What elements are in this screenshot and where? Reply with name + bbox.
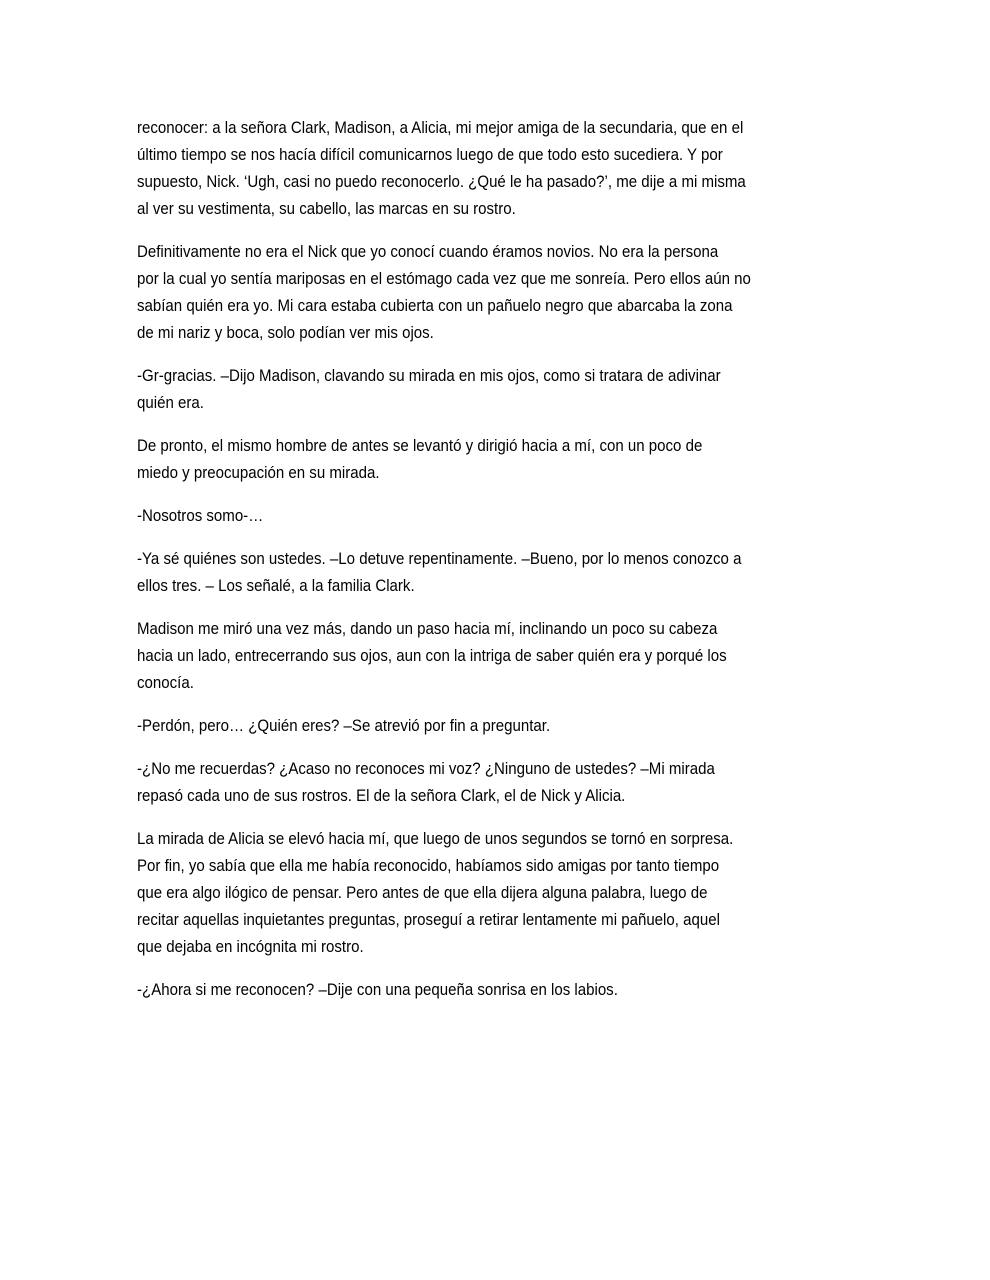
paragraph (137, 615, 857, 696)
paragraph (137, 502, 857, 529)
paragraph (137, 976, 857, 1003)
text-line: Definitivamente no era el Nick que yo conocí cuando éramos novios. No era la persona (137, 242, 719, 261)
paragraph (137, 362, 857, 416)
text-line: -¿Ahora si me reconocen? –Dije con una pequeña sonrisa en los labios. (137, 980, 618, 999)
text-line: conocía. (137, 673, 194, 692)
text-line: -Gr-gracias. –Dijo Madison, clavando su mirada en mis ojos, como si tratara de adivinar (137, 366, 721, 385)
text-line: -Perdón, pero… ¿Quién eres? –Se atrevió por fin a preguntar. (137, 716, 551, 735)
text-line: recitar aquellas inquietantes preguntas, proseguí a retirar lentamente mi pañuelo, aquel (137, 910, 720, 929)
text-line: -¿No me recuerdas? ¿Acaso no reconoces mi voz? ¿Ninguno de ustedes? –Mi mirada (137, 759, 715, 778)
text-line: reconocer: a la señora Clark, Madison, a Alicia, mi mejor amiga de la secundaria, que en el (137, 118, 744, 137)
text-line: ellos tres. – Los señalé, a la familia Clark. (137, 576, 415, 595)
text-line: que era algo ilógico de pensar. Pero antes de que ella dijera alguna palabra, luego de (137, 883, 708, 902)
text-line: sabían quién era yo. Mi cara estaba cubierta con un pañuelo negro que abarcaba la zona (137, 296, 733, 315)
text-line: al ver su vestimenta, su cabello, las marcas en su rostro. (137, 199, 516, 218)
text-line: que dejaba en incógnita mi rostro. (137, 937, 364, 956)
paragraph (137, 432, 857, 486)
text-line: La mirada de Alicia se elevó hacia mí, que luego de unos segundos se tornó en sorpresa. (137, 829, 734, 848)
text-line: -Ya sé quiénes son ustedes. –Lo detuve repentinamente. –Bueno, por lo menos conozco a (137, 549, 742, 568)
document-page (137, 114, 857, 1019)
paragraph (137, 755, 857, 809)
text-line: de mi nariz y boca, solo podían ver mis ojos. (137, 323, 434, 342)
text-line: Por fin, yo sabía que ella me había reconocido, habíamos sido amigas por tanto tiempo (137, 856, 720, 875)
text-line: hacia un lado, entrecerrando sus ojos, aun con la intriga de saber quién era y porqué los (137, 646, 727, 665)
paragraph (137, 712, 857, 739)
text-line: -Nosotros somo-… (137, 506, 264, 525)
text-line: Madison me miró una vez más, dando un paso hacia mí, inclinando un poco su cabeza (137, 619, 718, 638)
text-line: miedo y preocupación en su mirada. (137, 463, 380, 482)
text-line: último tiempo se nos hacía difícil comunicarnos luego de que todo esto sucediera. Y por (137, 145, 723, 164)
paragraph (137, 238, 857, 346)
text-line: repasó cada uno de sus rostros. El de la señora Clark, el de Nick y Alicia. (137, 786, 626, 805)
text-line: quién era. (137, 393, 204, 412)
paragraph (137, 114, 857, 222)
text-line: De pronto, el mismo hombre de antes se levantó y dirigió hacia a mí, con un poco de (137, 436, 703, 455)
text-line: supuesto, Nick. ‘Ugh, casi no puedo reconocerlo. ¿Qué le ha pasado?’, me dije a mi misma (137, 172, 746, 191)
paragraph (137, 825, 857, 960)
paragraph (137, 545, 857, 599)
text-line: por la cual yo sentía mariposas en el estómago cada vez que me sonreía. Pero ellos aún no (137, 269, 751, 288)
